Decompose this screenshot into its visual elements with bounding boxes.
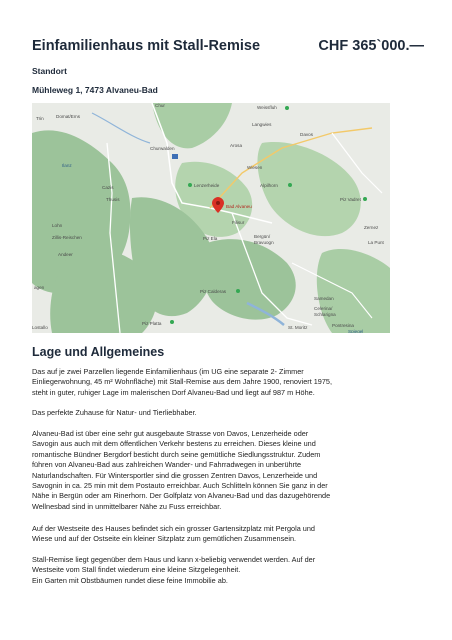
paragraph-line: führen von Alvaneu-Bad aus zahlreichen Wander- und Fahrradwegen in unberührte <box>32 460 302 470</box>
paragraph-line: Ein Garten mit Obstbäumen rundet diese feine Immobilie ab. <box>32 575 228 585</box>
svg-text:Spiegel: Spiegel <box>348 329 364 333</box>
paragraph-line: Naturlandschaften. Für Wintersportler sind die grossen Zentren Davos, Lenzerheide und <box>32 470 318 480</box>
paragraph-line: Westseite vom Stall findet wiederum eine kleine Sitzgelegenheit. <box>32 565 241 575</box>
svg-text:Langwies: Langwies <box>252 122 272 127</box>
svg-text:Celerina/: Celerina/ <box>314 306 333 311</box>
paragraph-line: steht in guter, ruhiger Lage im malerischen Dorf Alvaneu-Bad und liegt auf 987 m Höhe. <box>32 387 315 397</box>
paragraph-line: Stall-Remise liegt gegenüber dem Haus und kann x-beliebig verwendet werden. Auf der <box>32 555 316 564</box>
svg-text:Piz Vadret: Piz Vadret <box>340 197 361 202</box>
paragraph-tagline <box>32 408 424 418</box>
title-row <box>32 38 424 54</box>
map-canvas <box>32 103 390 333</box>
svg-text:Filisur: Filisur <box>232 220 245 225</box>
svg-text:Thusis: Thusis <box>106 197 120 202</box>
paragraph-line: Savogin aus auch mit dem öffentlichen Verkehr bestens zu erreichen. Dieses kleine und <box>32 439 316 449</box>
paragraph-line: Savognin in ca. 25 min mit dem Postauto erreichbar. Auch Schlitteln können Sie ganz in der <box>32 481 328 491</box>
svg-text:Piz Platta: Piz Platta <box>142 321 162 326</box>
svg-text:Lohn: Lohn <box>52 223 63 228</box>
paragraph-intro <box>32 367 424 398</box>
svg-text:Bravuogn: Bravuogn <box>254 240 274 245</box>
paragraph-line: Das perfekte Zuhause für Natur- und Tierliebhaber. <box>32 408 197 417</box>
svg-text:Bergün/: Bergün/ <box>254 234 271 239</box>
address: Mühleweg 1, 7473 Alvaneu-Bad <box>32 85 158 95</box>
paragraph-location <box>32 429 424 512</box>
svg-text:Samedan: Samedan <box>314 296 334 301</box>
svg-text:Domat/Ems: Domat/Ems <box>56 114 80 119</box>
svg-text:Piz Ela: Piz Ela <box>203 236 218 241</box>
svg-text:Andeer: Andeer <box>58 252 73 257</box>
svg-text:Davos: Davos <box>300 132 314 137</box>
svg-text:Zernez: Zernez <box>364 225 379 230</box>
svg-text:Schlarigna: Schlarigna <box>314 312 336 317</box>
paragraph-line: Alvaneu-Bad ist über eine sehr gut ausgebaute Strasse von Davos, Lenzerheide oder <box>32 429 309 438</box>
paragraph-line: Wiese und auf der Ostseite ein kleiner Sitzplatz zum gemütlichen Zusammensein. <box>32 534 297 544</box>
svg-text:Bad Alvaneu: Bad Alvaneu <box>226 204 252 209</box>
section-heading: Lage und Allgemeines <box>32 345 165 359</box>
svg-text:Alpilhorn: Alpilhorn <box>260 183 278 188</box>
location-map[interactable] <box>32 103 390 333</box>
svg-text:St. Moritz: St. Moritz <box>288 325 308 330</box>
svg-text:La Punt: La Punt <box>368 240 384 245</box>
svg-text:Pontresina: Pontresina <box>332 323 354 328</box>
paragraph-line: Nähe in Bergün oder am Rinerhorn. Der Golfplatz von Alvaneu-Bad und das dazugehörende <box>32 491 331 501</box>
svg-text:Churwalden: Churwalden <box>150 146 175 151</box>
paragraph-line: Wellnesbad sind in unmittelbarer Nähe zu Fuss erreichbar. <box>32 501 222 511</box>
svg-text:Piz Calderas: Piz Calderas <box>200 289 227 294</box>
paragraph-line: romantische Bündner Bergdorf besticht durch seine gemütliche Siedlungsstruktur. Zudem <box>32 449 321 459</box>
svg-text:Lostallo: Lostallo <box>32 325 48 330</box>
paragraph-stall <box>32 555 424 586</box>
svg-text:Wiesen: Wiesen <box>247 165 263 170</box>
location-heading: Standort <box>32 66 67 76</box>
svg-text:Cazis: Cazis <box>102 185 114 190</box>
svg-text:Lenzerheide: Lenzerheide <box>194 183 220 188</box>
svg-text:Zillis-Reischen: Zillis-Reischen <box>52 235 82 240</box>
svg-text:Ilanz: Ilanz <box>62 163 72 168</box>
listing-title: Einfamilienhaus mit Stall-Remise <box>32 38 261 54</box>
svg-text:Trin: Trin <box>36 116 44 121</box>
paragraph-line: Auf der Westseite des Hauses befindet sich ein grosser Gartensitzplatz mit Pergola und <box>32 524 315 533</box>
svg-text:agen: agen <box>34 285 45 290</box>
svg-text:Chur: Chur <box>155 103 165 108</box>
paragraph-line: Das auf je zwei Parzellen liegende Einfamilienhaus (im UG eine separate 2- Zimmer <box>32 367 304 376</box>
paragraph-garden <box>32 524 424 545</box>
svg-text:Arosa: Arosa <box>230 143 243 148</box>
paragraph-line: Einliegerwohnung, 45 m² Wohnfläche) mit Stall-Remise aus dem Jahre 1900, renoviert 1975, <box>32 377 333 387</box>
svg-text:Weissfluh: Weissfluh <box>257 105 277 110</box>
listing-price: CHF 365`000.— <box>318 38 424 54</box>
